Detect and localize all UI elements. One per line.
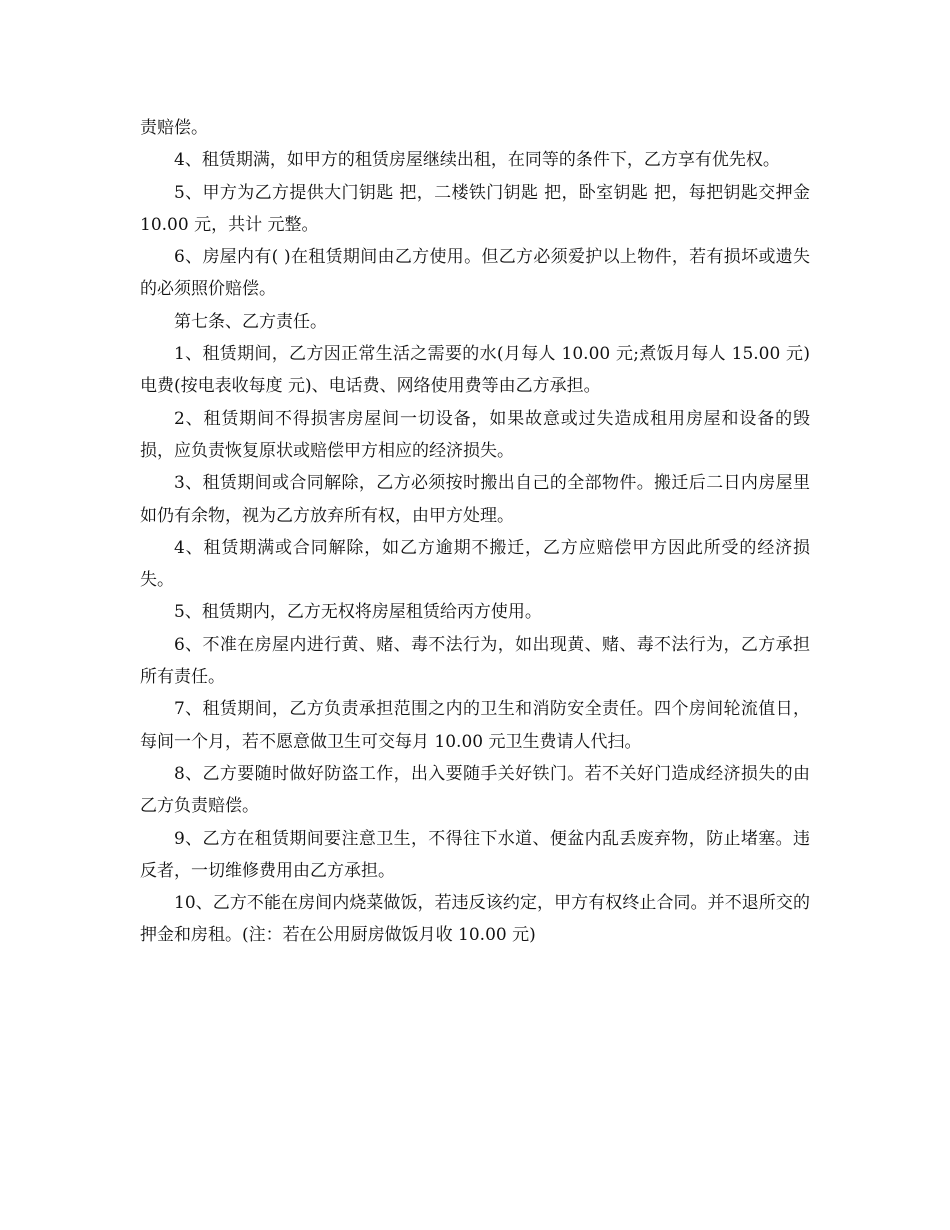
paragraph-clause-6: 6、房屋内有( )在租赁期间由乙方使用。但乙方必须爱护以上物件，若有损坏或遗失的必须照价赔偿。 (140, 247, 810, 300)
paragraph-tenant-10: 10、乙方不能在房间内烧菜做饭，若违反该约定，甲方有权终止合同。并不退所交的押金和房租。(注：若在公用厨房做饭月收 10.00 元) (140, 893, 810, 946)
paragraph-tenant-9: 9、乙方在租赁期间要注意卫生，不得往下水道、便盆内乱丢废弃物，防止堵塞。违反者，一切维修费用由乙方承担。 (140, 828, 810, 881)
paragraph-tenant-1: 1、租赁期间，乙方因正常生活之需要的水(月每人 10.00 元;煮饭月每人 15.00 元)电费(按电表收每度 元)、电话费、网络使用费等由乙方承担。 (140, 344, 810, 397)
paragraph-tenant-6: 6、不准在房屋内进行黄、赌、毒不法行为，如出现黄、赌、毒不法行为，乙方承担所有责任。 (140, 634, 810, 688)
section-heading-article-7: 第七条、乙方责任。 (174, 311, 327, 332)
paragraph-tenant-7: 7、租赁期间，乙方负责承担范围之内的卫生和消防安全责任。四个房间轮流值日，每间一个月，若不愿意做卫生可交每月 10.00 元卫生费请人代扫。 (140, 699, 810, 752)
paragraph-clause-4: 4、租赁期满，如甲方的租赁房屋继续出租，在同等的条件下，乙方享有优先权。 (174, 150, 780, 171)
paragraph-tenant-2: 2、租赁期间不得损害房屋间一切设备，如果故意或过失造成租用房屋和设备的毁损，应负责恢复原状或赔偿甲方相应的经济损失。 (140, 408, 810, 461)
paragraph-tenant-4: 4、租赁期满或合同解除，如乙方逾期不搬迁，乙方应赔偿甲方因此所受的经济损失。 (140, 537, 810, 591)
paragraph-tenant-3: 3、租赁期间或合同解除，乙方必须按时搬出自己的全部物件。搬迁后二日内房屋里如仍有余物，视为乙方放弃所有权，由甲方处理。 (140, 473, 810, 526)
paragraph-tenant-8: 8、乙方要随时做好防盗工作，出入要随手关好铁门。若不关好门造成经济损失的由乙方负责赔偿。 (140, 763, 810, 817)
paragraph-clause-5: 5、甲方为乙方提供大门钥匙 把，二楼铁门钥匙 把，卧室钥匙 把，每把钥匙交押金 10.00 元，共计 元整。 (140, 182, 810, 235)
paragraph-tenant-5: 5、租赁期内，乙方无权将房屋租赁给丙方使用。 (174, 602, 542, 623)
paragraph-continuation: 责赔偿。 (140, 118, 208, 138)
document-body (140, 112, 810, 952)
